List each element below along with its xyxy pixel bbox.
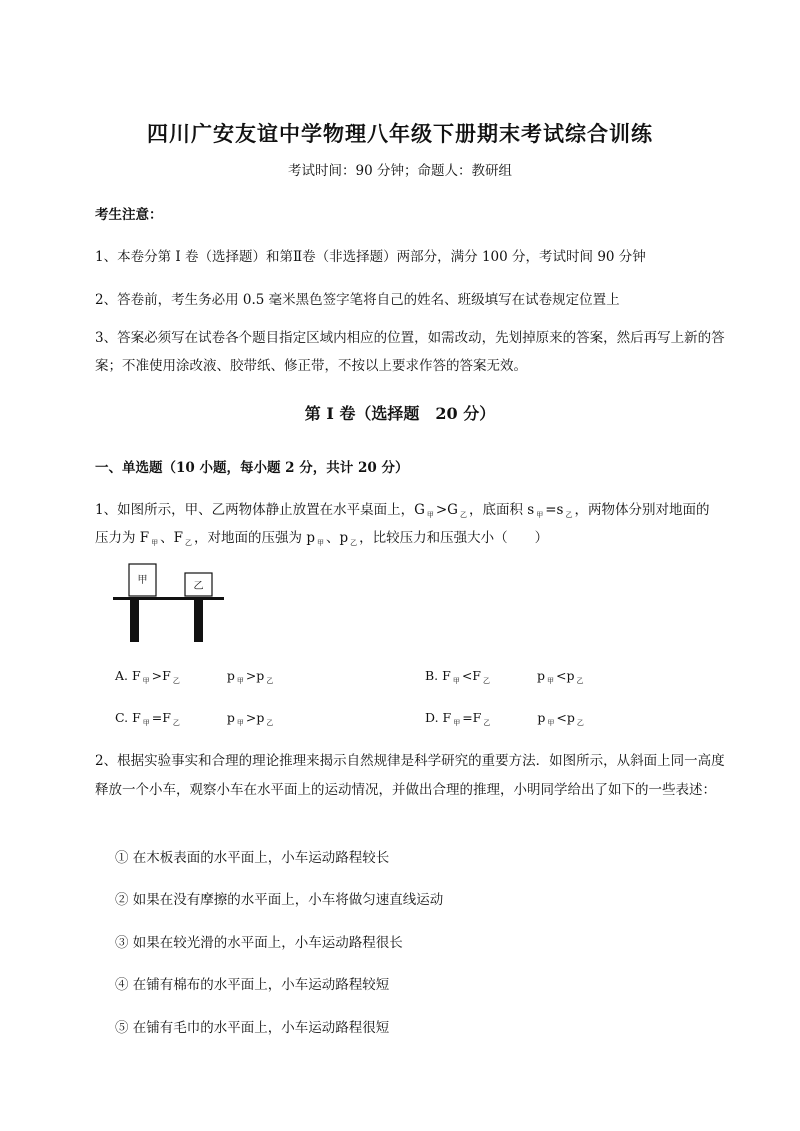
table-figure xyxy=(110,562,230,644)
table-leg-right xyxy=(194,600,203,642)
notice-item-3: 3、答案必须写在试卷各个题目指定区域内相应的位置，如需改动，先划掉原来的答案，然后再写上新的答案；不准使用涂改液、胶带纸、修正带，不按以上要求作答的答案无效。 xyxy=(95,330,725,374)
q1-option-b[interactable]: B. F $_甲$ <F $_乙$ p $_甲$ <p $_乙$ xyxy=(425,668,584,685)
q1-line-2: 压力为 F $_甲$ 、F $_乙$ ，对地面的压强为 p $_甲$ 、p $_乙$ ，比较压力和压强大小（ ） xyxy=(95,530,549,547)
block-jia-label: 甲 xyxy=(137,575,148,586)
notice-item-2: 2、答卷前，考生务必用 0.5 毫米黑色签字笔将自己的姓名、班级填写在试卷规定位置上 xyxy=(95,292,620,308)
page-title: 四川广安友谊中学物理八年级下册期末考试综合训练 xyxy=(147,121,653,146)
part-heading: 一、单选题（10 小题，每小题 2 分，共计 20 分） xyxy=(95,460,409,476)
notice-item-1: 1、本卷分第 I 卷（选择题）和第Ⅱ卷（非选择题）两部分，满分 100 分，考试时间 90 分钟 xyxy=(95,249,646,265)
q1-option-c[interactable]: C. F $_甲$ =F $_乙$ p $_甲$ >p $_乙$ xyxy=(115,710,274,727)
q2-statement-3: ③ 如果在较光滑的水平面上，小车运动路程很长 xyxy=(115,935,403,951)
q2-stem: 2、根据实验事实和合理的理论推理来揭示自然规律是科学研究的重要方法．如图所示，从斜面上同一高度释放一个小车，观察小车在水平面上的运动情况，并做出合理的推理，小明同学给出了如下的一些表述： xyxy=(95,753,725,798)
block-yi-label: 乙 xyxy=(193,581,204,592)
q2-statement-5: ⑤ 在铺有毛巾的水平面上，小车运动路程很短 xyxy=(115,1020,390,1036)
q1-line-1: 1、如图所示，甲、乙两物体静止放置在水平桌面上，G $_甲$ >G $_乙$ ，底面积 s $_甲$ =s $_乙$ ，两物体分别对地面的 xyxy=(95,502,710,519)
exam-meta: 考试时间：90 分钟；命题人：教研组 xyxy=(288,163,512,179)
q2-statement-4: ④ 在铺有棉布的水平面上，小车运动路程较短 xyxy=(115,977,390,993)
table-leg-left xyxy=(130,600,139,642)
section-title: 第 I 卷（选择题 20 分） xyxy=(304,404,496,423)
q1-option-d[interactable]: D. F $_甲$ =F $_乙$ p $_甲$ <p $_乙$ xyxy=(425,710,584,727)
q2-statement-1: ① 在木板表面的水平面上，小车运动路程较长 xyxy=(115,850,390,866)
q2-statement-2: ② 如果在没有摩擦的水平面上，小车将做匀速直线运动 xyxy=(115,892,444,908)
notice-heading: 考生注意： xyxy=(95,207,163,223)
q1-option-a[interactable]: A. F $_甲$ >F $_乙$ p $_甲$ >p $_乙$ xyxy=(115,668,274,685)
